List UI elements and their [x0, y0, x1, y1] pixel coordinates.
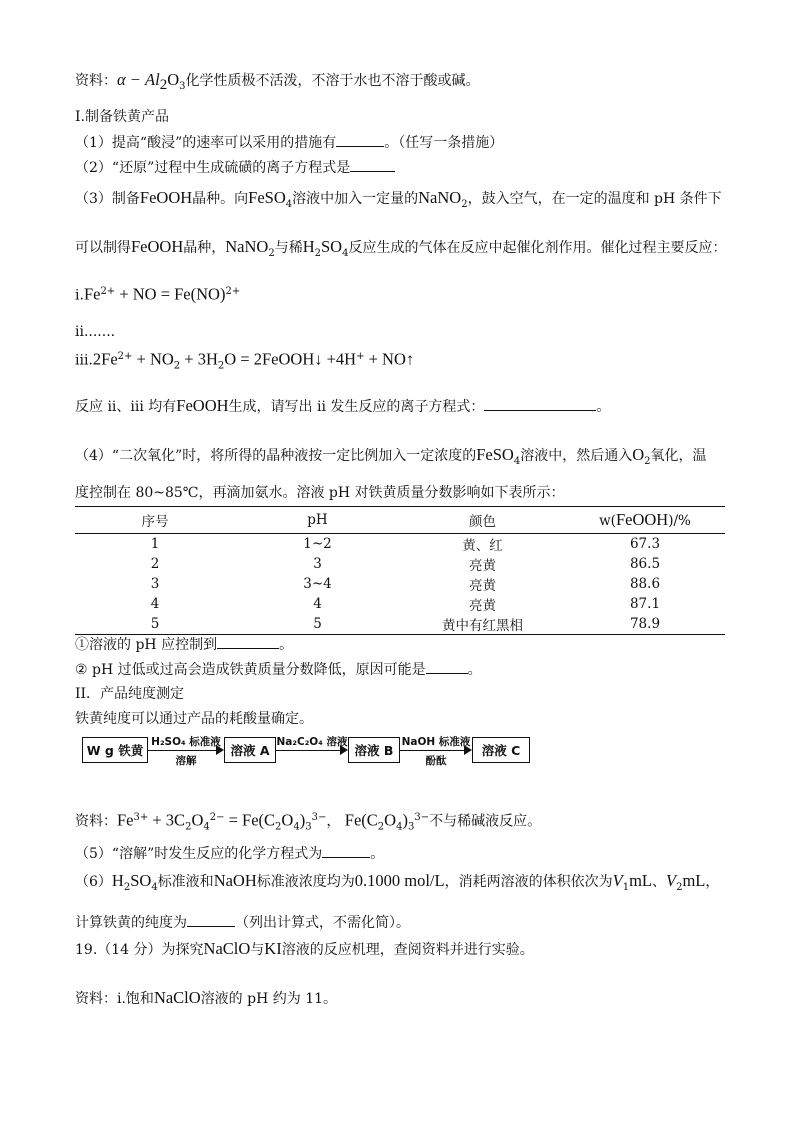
- question-3-line-2: [75, 237, 726, 264]
- table-row: [75, 554, 725, 574]
- superscript: 2+: [225, 286, 241, 297]
- subscript: 4: [342, 247, 349, 259]
- formula-part: ): [299, 810, 306, 830]
- formula-v: V: [612, 871, 623, 890]
- formula-part: 2Fe: [92, 349, 118, 369]
- table-cell: 3~4: [303, 576, 332, 592]
- question-text: 溶液中加入一定量的: [292, 191, 419, 207]
- formula-part: O: [167, 70, 180, 89]
- question-text: ，: [705, 874, 720, 890]
- question-2: [75, 157, 395, 178]
- formula-ki: KI: [264, 939, 282, 958]
- question-text: （2）“还原”过程中生成硫磺的离子方程式是: [75, 160, 351, 176]
- table-row: [75, 594, 725, 614]
- table-cell: 5: [235, 614, 400, 635]
- question-text: ，鼓入空气，在一定的温度和 pH 条件下: [467, 191, 722, 207]
- arrow-line: [148, 750, 218, 751]
- formula-part: SO: [321, 237, 343, 256]
- answer-blank: [187, 912, 235, 927]
- reaction-label: i.: [75, 287, 84, 304]
- question-text: 生成，请写出 ii 发生反应的离子方程式：: [228, 399, 485, 415]
- note-line-2: 资料：$Fe^{3+} + 3C_2O_4^{2-} = Fe(C_2O_4)_3^{3-}$， $Fe(C_2O_4)_3^{3-}$不与稀碱液反应。: [75, 810, 542, 833]
- question-text: 19.（14 分）为探究: [75, 942, 204, 958]
- flow-label: 溶液 B: [354, 743, 394, 758]
- flow-box-c: [472, 737, 530, 763]
- note-label: 资料：: [75, 73, 117, 89]
- subscript: 2: [644, 455, 651, 467]
- purity-flow-diagram: [82, 734, 532, 768]
- formula-nano2: NaNO: [418, 188, 462, 207]
- subscript: 2: [461, 198, 468, 210]
- reaction-i: [75, 282, 240, 306]
- formula-feooh: FeOOH: [176, 396, 229, 415]
- flow-box-b: [348, 737, 400, 763]
- table-cell: 4: [313, 596, 322, 612]
- question-text: 晶种。向: [192, 191, 249, 207]
- answer-blank: [426, 659, 468, 674]
- note-text: 化学性质极不活泼，不溶于水也不溶于酸或碱。: [185, 73, 480, 89]
- table-row: [75, 534, 725, 555]
- col-header-mass-fraction: [565, 507, 725, 534]
- table-cell: 78.9: [565, 614, 725, 635]
- question-6-line-1: [75, 871, 719, 898]
- section-title-2: II．产品纯度测定: [75, 686, 185, 702]
- table-cell: 黄中有红黑相: [400, 614, 565, 635]
- table-cell: 3: [150, 576, 160, 592]
- arrow-line: [400, 750, 466, 751]
- superscript: 2−: [209, 812, 225, 823]
- formula-part: Fe: [83, 284, 101, 304]
- formula-feso4: FeSO: [476, 445, 514, 464]
- note-text: 不与稀碱液反应。: [429, 813, 542, 830]
- superscript: 3−: [311, 812, 327, 823]
- table-cell: 亮黄: [469, 578, 496, 594]
- formula-alpha-al: α − Al: [117, 70, 160, 89]
- formula-part: ): [402, 810, 408, 830]
- formula-part: O: [384, 810, 397, 830]
- header-text: )/%: [668, 513, 691, 529]
- arrow-label-bottom: 溶解: [175, 755, 197, 767]
- subscript: 2: [185, 821, 192, 833]
- subscript: 4: [396, 821, 403, 833]
- subscript: 2: [217, 360, 225, 372]
- note-line-1: [75, 70, 480, 97]
- flow-label: W g 铁黄: [86, 743, 144, 758]
- arrow-label-bottom: 酚酞: [425, 755, 447, 767]
- formula-unit: mL: [682, 871, 706, 890]
- note-text: 溶液的 pH 约为 11。: [200, 991, 338, 1007]
- formula-concentration: 0.1000 mol/L: [354, 871, 445, 890]
- question-text: 溶液中，然后通入: [520, 448, 633, 464]
- question-4-part-2: [75, 659, 482, 680]
- subscript: 3: [179, 80, 186, 92]
- flow-label: 溶液 A: [230, 743, 270, 758]
- ph-effect-table: [75, 506, 725, 635]
- subscript: 1: [622, 881, 630, 893]
- flow-box-a: [224, 737, 276, 763]
- formula-naclo: NaClO: [153, 988, 201, 1007]
- answer-blank: [217, 634, 279, 649]
- answer-blank: [350, 157, 395, 172]
- note-text: 资料：i.饱和: [75, 991, 154, 1007]
- question-text: ② pH 过低或过高会造成铁黄质量分数降低，原因可能是: [75, 662, 426, 678]
- reaction-iii: [75, 347, 414, 376]
- table-cell: 67.3: [629, 536, 661, 552]
- arrowhead: [340, 745, 348, 755]
- table-cell: 亮黄: [469, 598, 496, 614]
- reaction-ii: ii.......: [75, 324, 116, 340]
- col-header-ph: pH: [235, 507, 400, 534]
- formula-naoh: NaOH: [213, 871, 257, 890]
- answer-blank: [484, 396, 596, 411]
- subscript: 4: [513, 455, 521, 467]
- table-cell: 黄、红: [462, 538, 503, 554]
- question-3-line-1: [75, 188, 722, 215]
- superscript: 3+: [133, 812, 149, 823]
- formula-feso4: FeSO: [248, 188, 286, 207]
- formula-h2so4: H: [111, 871, 124, 890]
- formula-naclo: NaClO: [203, 939, 251, 958]
- table-cell: 1: [150, 536, 160, 552]
- section-title-1: I.制备铁黄产品: [75, 109, 169, 125]
- subscript: 2: [159, 76, 168, 93]
- reaction-label: iii.: [75, 352, 93, 369]
- subscript: 4: [285, 198, 293, 210]
- note-line-3: [75, 988, 337, 1009]
- note-text: ，: [326, 813, 341, 830]
- formula-feooh: FeOOH: [139, 188, 193, 207]
- table-header-row: [75, 507, 725, 534]
- table-cell: 3: [313, 556, 322, 572]
- formula-part: = Fe(C: [224, 810, 276, 830]
- table-cell: 2: [150, 556, 160, 572]
- arrow-label-top: H₂SO₄ 标准液: [151, 736, 221, 748]
- question-1: [75, 132, 503, 153]
- note-label: 资料：: [75, 813, 117, 830]
- question-4-line-1: [75, 445, 707, 472]
- table-cell: 4: [150, 596, 160, 612]
- superscript: 2+: [100, 286, 116, 297]
- question-text: ，消耗两溶液的体积依次为: [444, 874, 613, 890]
- subscript: 4: [293, 821, 300, 833]
- table-cell: 1~2: [303, 536, 332, 552]
- formula-o2: O: [632, 445, 645, 464]
- question-text: 。: [370, 846, 385, 862]
- subscript: 2: [123, 881, 131, 893]
- question-text: ①溶液的 pH 应控制到: [75, 637, 218, 653]
- question-text: 与稀: [274, 240, 303, 256]
- question-text: 反应 ii、iii 均有: [75, 399, 177, 415]
- formula-part: + NO↑: [364, 349, 415, 369]
- table-cell: 86.5: [629, 556, 661, 572]
- question-text: 计算铁黄的纯度为: [75, 915, 187, 931]
- question-text: （6）: [75, 874, 112, 890]
- question-6-line-2: [75, 912, 410, 933]
- question-text: 氧化，温: [650, 448, 707, 464]
- table-row: [75, 614, 725, 635]
- header-text: w(: [599, 513, 616, 529]
- question-19-intro: [75, 939, 534, 960]
- formula-v: V: [666, 871, 677, 890]
- flow-start-box: [82, 737, 148, 763]
- question-text: 可以制得: [75, 240, 131, 256]
- question-text: （1）提高“酸浸”的速率可以采用的措施有: [75, 135, 337, 151]
- question-text: 反应生成的气体在反应中起催化剂作用。催化过程主要反应：: [348, 240, 727, 256]
- formula-part: + NO = Fe: [115, 284, 191, 304]
- superscript: 3−: [414, 812, 430, 823]
- question-text: 。: [279, 637, 294, 653]
- col-header-color: 颜色: [400, 507, 565, 534]
- formula-part: (NO): [190, 284, 226, 304]
- arrow-label-top: Na₂C₂O₄ 溶液: [276, 736, 348, 748]
- subscript: 2: [377, 821, 385, 833]
- question-4-line-2: 度控制在 80~85℃，再滴加氨水。溶液 pH 对铁黄质量分数影响如下表所示：: [75, 485, 565, 501]
- subscript: 2: [676, 881, 683, 893]
- subscript: 2: [275, 821, 282, 833]
- question-text: 标准液和: [157, 874, 214, 890]
- formula-h2so4: H: [302, 237, 315, 256]
- table-cell: 87.1: [629, 596, 661, 612]
- formula-part: + NO: [132, 349, 174, 369]
- question-text: 。: [596, 399, 611, 415]
- flow-label: 溶液 C: [481, 743, 521, 758]
- table-cell: 亮黄: [469, 558, 496, 574]
- question-text: 溶液的反应机理，查阅资料并进行实验。: [281, 942, 534, 958]
- arrow-line: [276, 750, 342, 751]
- subscript: 4: [203, 821, 210, 833]
- question-3-ask: [75, 396, 610, 417]
- question-text: 、: [652, 874, 666, 890]
- subscript: 2: [173, 360, 181, 372]
- table-cell: 88.6: [629, 576, 661, 592]
- subscript: 4: [151, 881, 158, 893]
- table-row: [75, 574, 725, 594]
- question-text: （3）制备: [75, 191, 140, 207]
- question-5: [75, 843, 384, 864]
- formula-feooh: FeOOH: [615, 510, 669, 529]
- flow-arrow-3: [400, 734, 472, 768]
- flow-arrow-2: [276, 734, 348, 768]
- question-text: （4）“二次氧化”时，将所得的晶种液按一定比例加入一定浓度的: [75, 448, 477, 464]
- question-text: （5）“溶解”时发生反应的化学方程式为: [75, 846, 323, 862]
- table-cell: 5: [75, 614, 235, 635]
- formula-unit: mL: [629, 871, 652, 890]
- section-intro: 铁黄纯度可以通过产品的耗酸量确定。: [75, 711, 313, 727]
- formula-part: Fe: [117, 810, 134, 830]
- arrow-label-top: NaOH 标准液: [401, 736, 471, 748]
- question-text: 。（任写一条措施）: [384, 135, 504, 151]
- subscript: 2: [268, 247, 275, 259]
- formula-part: SO: [130, 871, 152, 890]
- flow-arrow-1: [148, 734, 224, 768]
- formula-part: O = 2FeOOH↓ +4H: [224, 349, 357, 369]
- formula-part: + 3H: [180, 349, 218, 369]
- formula-part: O: [281, 810, 294, 830]
- question-text: 。: [467, 662, 482, 678]
- answer-blank: [322, 843, 370, 858]
- formula-part: + 3C: [148, 810, 186, 830]
- question-text: 与: [250, 942, 265, 958]
- question-text: 晶种，: [183, 240, 226, 256]
- question-text: （列出计算式，不需化简）。: [235, 915, 410, 931]
- formula-part: Fe(C: [344, 810, 378, 830]
- subscript: 2: [314, 247, 321, 259]
- superscript: 2+: [117, 351, 133, 362]
- question-text: 标准液浓度均为: [256, 874, 355, 890]
- formula-nano2: NaNO: [225, 237, 269, 256]
- answer-blank: [336, 132, 384, 147]
- question-4-part-1: [75, 634, 293, 655]
- formula-part: O: [191, 810, 204, 830]
- superscript: +: [356, 351, 365, 362]
- col-header-index: 序号: [75, 507, 235, 534]
- formula-feooh: FeOOH: [131, 237, 184, 256]
